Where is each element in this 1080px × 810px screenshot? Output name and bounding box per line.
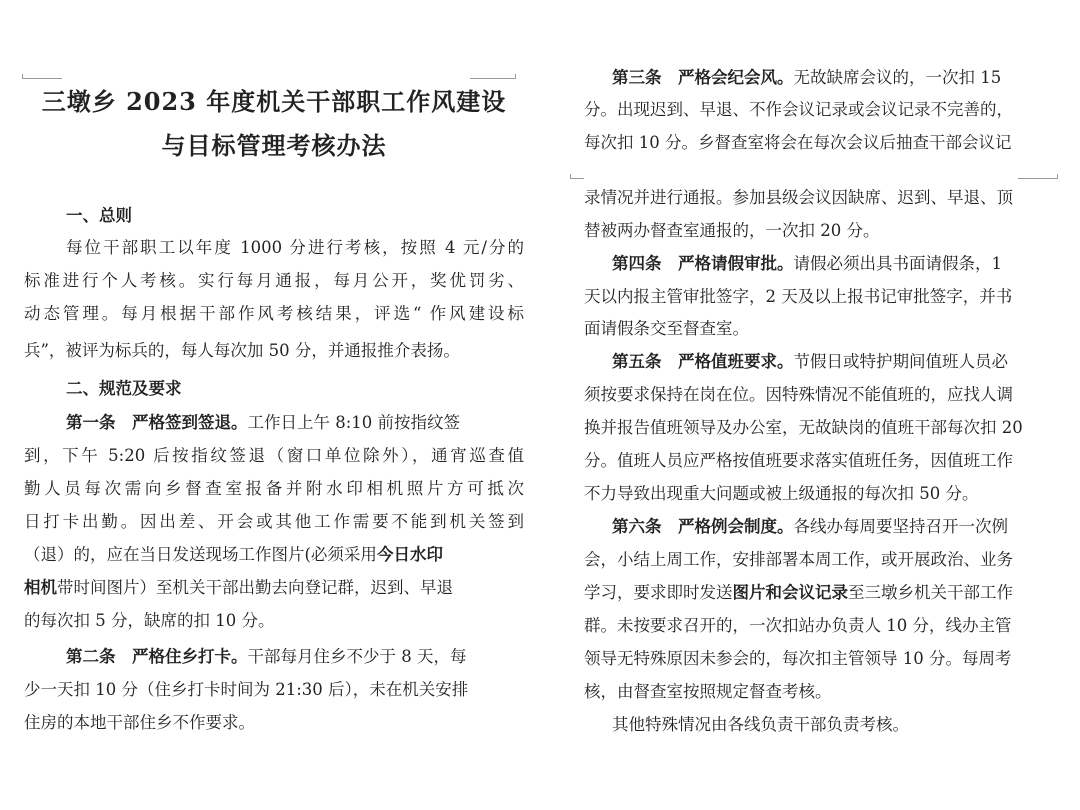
article-2-first-line [66,645,467,669]
body-line [24,543,443,567]
article-5-first-line [612,350,1008,374]
article-1-text: 工作日上午 8:10 前按指纹签 [247,413,461,432]
body-line: 换并报告值班领导及办公室，无故缺岗的值班干部每次扣 20 [584,418,1023,437]
article-2-text: 干部每月住乡不少于 8 天，每 [247,647,467,666]
body-line: 每次扣 10 分。乡督查室将会在每次会议后抽查干部会议记 [584,133,1012,152]
body-line: 兵”，被评为标兵的，每人每次加 50 分，并通报推介表扬。 [24,341,460,360]
body-line [24,576,453,600]
body-line: 须按要求保持在岗在位。因特殊情况不能值班的，应找人调 [584,385,1013,404]
article-2-title: 第二条 严格住乡打卡。 [66,647,248,666]
article-3-text: 无故缺席会议的，一次扣 15 [793,68,1002,87]
article-1-first-line [66,411,460,435]
body-line: 替被两办督查室通报的，一次扣 20 分。 [584,221,880,240]
article-4-first-line [612,252,1002,276]
body-line: 领导无特殊原因未参会的，每次扣主管领导 10 分。每周考 [584,649,1012,668]
article-6-text: 各线办每周要坚持召开一次例 [793,517,1008,536]
document-title-line-2: 与目标管理考核办法 [161,131,387,160]
article-4-title: 第四条 严格请假审批。 [612,254,794,273]
page-corner-mark [470,78,516,79]
section-2-heading: 二、规范及要求 [66,379,182,398]
section-1-heading: 一、总则 [66,206,132,225]
body-line: 每位干部职工以年度 1000 分进行考核，按照 4 元/分的 [66,238,524,257]
body-line: 群。未按要求召开的，一次扣站办负责人 10 分，线办主管 [584,616,1012,635]
body-line: 到，下午 5:20 后按指纹签退（窗口单位除外），通宵巡查值 [24,446,524,465]
body-line: 分。值班人员应严格按值班要求落实值班任务，因值班工作 [584,451,1013,470]
body-line: 核，由督查室按照规定督查考核。 [584,682,832,701]
closing-line: 其他特殊情况由各线负责干部负责考核。 [612,715,909,734]
body-line: 不力导致出现重大问题或被上级通报的每次扣 50 分。 [584,484,979,503]
body-line: 会，小结上周工作，安排部署本周工作，或开展政治、业务 [584,550,1013,569]
body-line: 动态管理。每月根据干部作风考核结果，评选“ 作风建设标 [24,304,524,323]
body-text: 带时间图片）至机关干部出勤去向登记群，迟到、早退 [57,578,453,597]
body-line: 日打卡出勤。因出差、开会或其他工作需要不能到机关签到 [24,512,524,531]
body-line: 分。出现迟到、早退、不作会议记录或会议记录不完善的， [584,100,1013,119]
body-line [584,581,1013,605]
body-line: 面请假条交至督查室。 [584,319,749,338]
body-text: （退）的，应在当日发送现场工作图片(必须采用 [24,545,377,564]
body-line: 勤人员每次需向乡督查室报备并附水印相机照片方可抵次 [24,479,524,498]
body-line: 天以内报主管审批签字，2 天及以上报书记审批签字，并书 [584,287,1013,306]
highlight-text: 相机 [24,578,57,597]
document-title-line-1: 三墩乡 2023 年度机关干部职工作风建设 [41,87,507,116]
article-5-text: 节假日或特护期间值班人员必 [793,352,1008,371]
body-line: 录情况并进行通报。参加县级会议因缺席、迟到、早退、顶 [584,188,1013,207]
article-6-title: 第六条 严格例会制度。 [612,517,794,536]
page-corner-mark [22,78,62,79]
body-line: 住房的本地干部住乡不作要求。 [24,713,255,732]
body-line: 的每次扣 5 分，缺席的扣 10 分。 [24,611,275,630]
article-6-first-line [612,515,1008,539]
article-1-title: 第一条 严格签到签退。 [66,413,248,432]
highlight-text: 今日水印 [376,545,443,564]
article-3-title: 第三条 严格会纪会风。 [612,68,794,87]
body-line: 少一天扣 10 分（住乡打卡时间为 21:30 后），未在机关安排 [24,680,469,699]
article-3-first-line [612,66,1001,90]
body-text: 至三墩乡机关干部工作 [848,583,1013,602]
highlight-text: 图片和会议记录 [732,583,848,602]
page-break-mark [1018,178,1058,179]
body-text: 学习，要求即时发送 [584,583,733,602]
page-break-mark [570,178,584,179]
article-5-title: 第五条 严格值班要求。 [612,352,794,371]
article-4-text: 请假必须出具书面请假条，1 [793,254,1002,273]
body-line: 标准进行个人考核。实行每月通报，每月公开，奖优罚劣、 [24,271,524,290]
